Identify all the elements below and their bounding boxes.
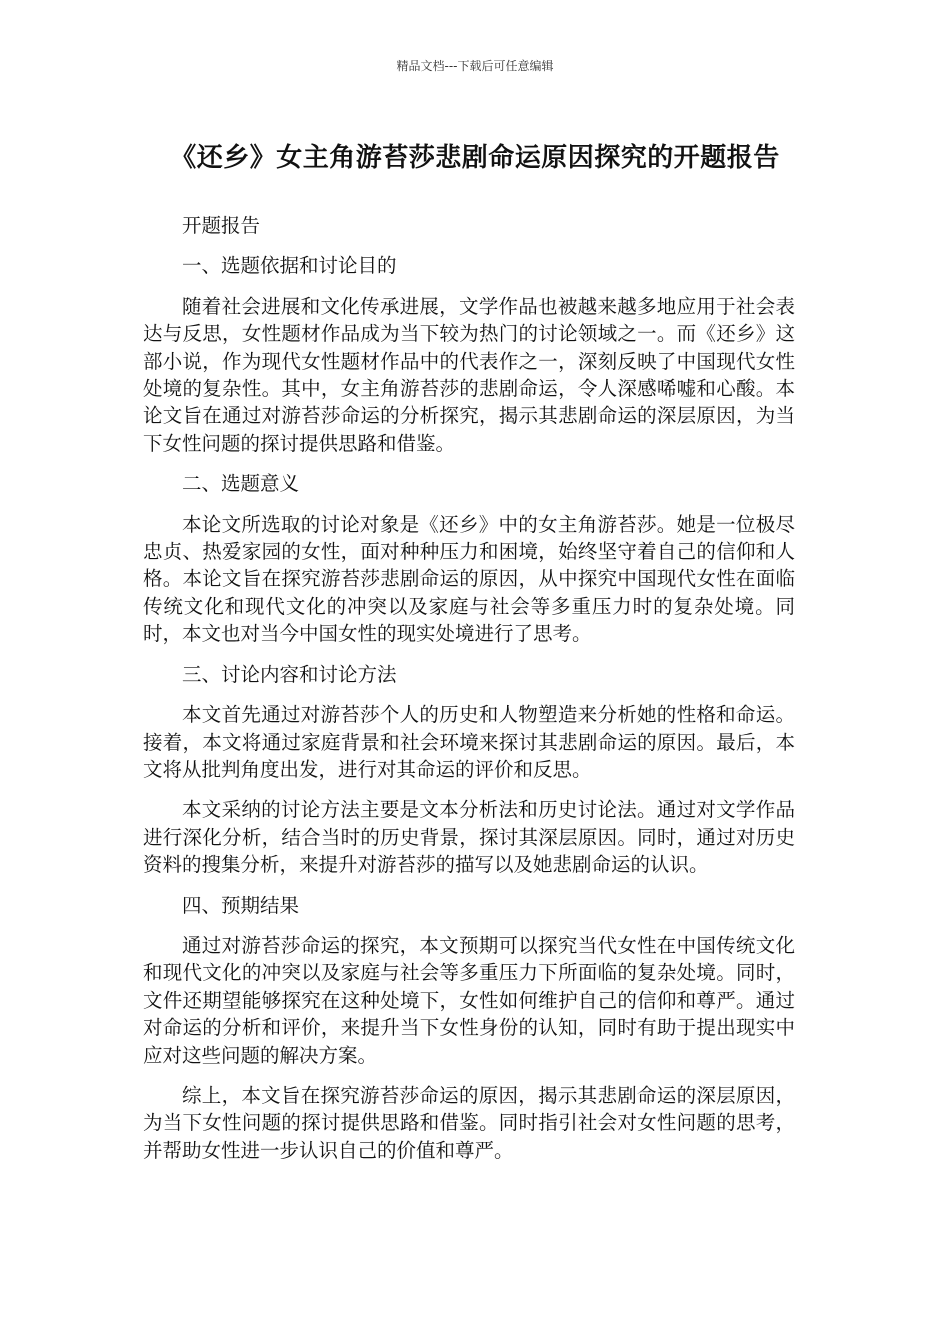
section-heading-4: 四、预期结果	[182, 893, 300, 917]
paragraph-6: 综上，本文旨在探究游苔莎命运的原因，揭示其悲剧命运的深层原因，为当下女性问题的探讨提供思路和借鉴。同时指引社会对女性问题的思考，并帮助女性进一步认识自己的价值和尊严。	[143, 1083, 795, 1162]
section-heading-3: 三、讨论内容和讨论方法	[182, 662, 397, 686]
paragraph-1: 随着社会进展和文化传承进展，文学作品也被越来越多地应用于社会表达与反思，女性题材作品成为当下较为热门的讨论领域之一。而《还乡》这部小说，作为现代女性题材作品中的代表作之一，深刻反映了中国现代女性处境的复杂性。其中，女主角游苔莎的悲剧命运，令人深感唏嘘和心酸。本论文旨在通过对游苔莎命运的分析探究，揭示其悲剧命运的深层原因，为当下女性问题的探讨提供思路和借鉴。	[143, 294, 795, 455]
section-heading-report: 开题报告	[182, 214, 261, 237]
paragraph-2: 本论文所选取的讨论对象是《还乡》中的女主角游苔莎。她是一位极尽忠贞、热爱家园的女性，面对种种压力和困境，始终坚守着自己的信仰和人格。本论文旨在探究游苔莎悲剧命运的原因，从中探究中国现代女性在面临传统文化和现代文化的冲突以及家庭与社会等多重压力时的复杂处境。同时，本文也对当今中国女性的现实处境进行了思考。	[143, 512, 795, 646]
section-heading-1: 一、选题依据和讨论目的	[182, 254, 397, 278]
paragraph-3: 本文首先通过对游苔莎个人的历史和人物塑造来分析她的性格和命运。接着，本文将通过家庭背景和社会环境来探讨其悲剧命运的原因。最后，本文将从批判角度出发，进行对其命运的评价和反思。	[143, 703, 795, 781]
paragraph-4: 本文采纳的讨论方法主要是文本分析法和历史讨论法。通过对文学作品进行深化分析，结合当时的历史背景，探讨其深层原因。同时，通过对历史资料的搜集分析，来提升对游苔莎的描写以及她悲剧命运的认识。	[143, 798, 795, 877]
header-note: 精品文档---下载后可任意编辑	[396, 59, 554, 73]
paragraph-5: 通过对游苔莎命运的探究，本文预期可以探究当代女性在中国传统文化和现代文化的冲突以及家庭与社会等多重压力下所面临的复杂处境。同时，文件还期望能够探究在这种处境下，女性如何维护自己的信仰和尊严。通过对命运的分析和评价，来提升当下女性身份的认知，同时有助于提出现实中应对这些问题的解决方案。	[143, 933, 795, 1067]
document-title: 《还乡》女主角游苔莎悲剧命运原因探究的开题报告	[170, 143, 780, 173]
section-heading-2: 二、选题意义	[182, 472, 300, 496]
document-body	[143, 212, 795, 1177]
